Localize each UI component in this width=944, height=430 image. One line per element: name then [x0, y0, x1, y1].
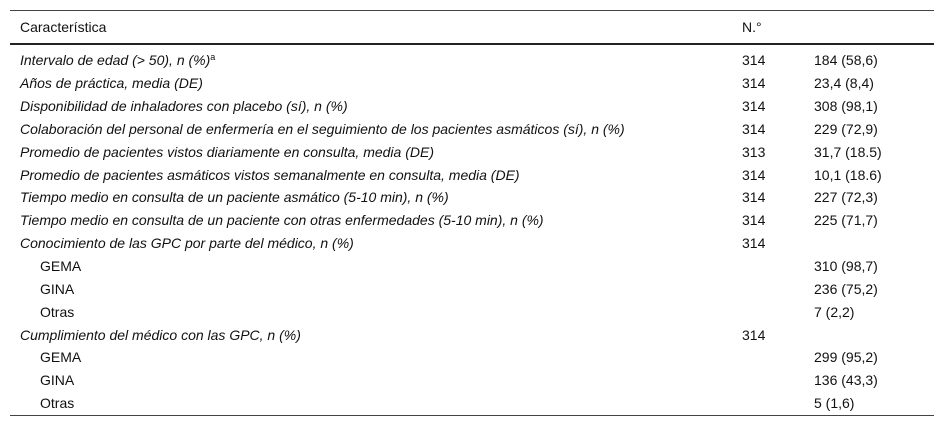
row-label-text: Intervalo de edad (> 50), n (%)	[20, 52, 211, 69]
header-value	[792, 11, 934, 45]
row-value: 308 (98,1)	[814, 98, 878, 115]
row-label: GEMA	[40, 258, 82, 275]
table-row	[10, 232, 934, 255]
row-label: Otras	[40, 395, 75, 412]
row-label: Promedio de pacientes asmáticos vistos semanalmente en consulta, media (DE)	[20, 166, 520, 183]
row-n: 314	[742, 326, 766, 343]
table-row	[10, 277, 934, 300]
row-n: 314	[742, 52, 766, 69]
row-value: 31,7 (18.5)	[814, 143, 882, 160]
row-label: Tiempo medio en consulta de un paciente asmático (5-10 min), n (%)	[20, 189, 449, 206]
row-label: Otras	[40, 303, 75, 320]
characteristics-table	[10, 10, 934, 416]
table-row	[10, 209, 934, 232]
table-row	[10, 323, 934, 346]
row-n: 314	[742, 75, 766, 92]
row-n	[732, 300, 792, 323]
row-value: 5 (1,6)	[814, 395, 855, 412]
table-header-row	[10, 11, 934, 45]
row-value	[792, 323, 934, 346]
row-n	[732, 277, 792, 300]
row-n	[732, 392, 792, 415]
table-row	[10, 72, 934, 95]
row-value	[792, 232, 934, 255]
row-value: 299 (95,2)	[814, 349, 878, 366]
table-container	[10, 10, 934, 416]
row-n	[732, 369, 792, 392]
footnote-marker: a	[210, 52, 216, 63]
row-n: 314	[742, 98, 766, 115]
row-label: Tiempo medio en consulta de un paciente con otras enfermedades (5-10 min), n (%)	[20, 212, 544, 229]
row-label: Colaboración del personal de enfermería en el seguimiento de los pacientes asmáticos (sí), n (%)	[20, 120, 625, 137]
table-row	[10, 118, 934, 141]
row-value: 184 (58,6)	[814, 52, 878, 69]
header-characteristic: Característica	[20, 19, 107, 35]
row-value: 23,4 (8,4)	[814, 75, 874, 92]
row-value: 310 (98,7)	[814, 258, 878, 275]
row-value: 236 (75,2)	[814, 280, 878, 297]
row-value: 229 (72,9)	[814, 120, 878, 137]
header-n: N.°	[742, 19, 762, 35]
table-row	[10, 140, 934, 163]
row-label: GEMA	[40, 349, 82, 366]
table-row	[10, 44, 934, 72]
row-label	[10, 44, 732, 72]
row-label: GINA	[40, 372, 75, 389]
row-value: 225 (71,7)	[814, 212, 878, 229]
table-row	[10, 369, 934, 392]
table-row	[10, 392, 934, 415]
row-n: 314	[742, 120, 766, 137]
row-value: 136 (43,3)	[814, 372, 878, 389]
row-label: Conocimiento de las GPC por parte del médico, n (%)	[20, 235, 354, 252]
row-n	[732, 255, 792, 278]
row-label: Promedio de pacientes vistos diariamente en consulta, media (DE)	[20, 143, 434, 160]
row-label: GINA	[40, 280, 75, 297]
row-n: 314	[742, 166, 766, 183]
row-value: 10,1 (18.6)	[814, 166, 882, 183]
row-label: Años de práctica, media (DE)	[20, 75, 203, 92]
table-row	[10, 186, 934, 209]
row-value: 227 (72,3)	[814, 189, 878, 206]
row-n: 313	[742, 143, 766, 160]
table-row	[10, 300, 934, 323]
table-row	[10, 95, 934, 118]
row-n: 314	[742, 212, 766, 229]
row-n: 314	[742, 235, 766, 252]
table-row	[10, 163, 934, 186]
row-label: Cumplimiento del médico con las GPC, n (%)	[20, 326, 301, 343]
row-n: 314	[742, 189, 766, 206]
row-value: 7 (2,2)	[814, 303, 855, 320]
table-row	[10, 346, 934, 369]
row-n	[732, 346, 792, 369]
table-row	[10, 255, 934, 278]
row-label: Disponibilidad de inhaladores con placebo (sí), n (%)	[20, 98, 348, 115]
